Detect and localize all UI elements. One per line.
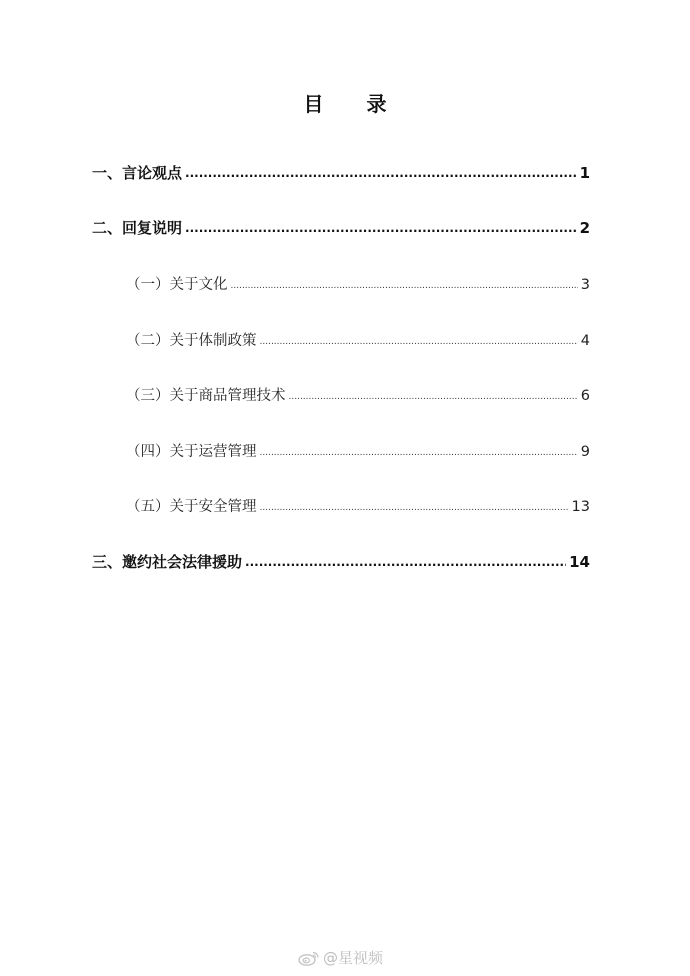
toc-entry-label: 二、回复说明 <box>92 219 183 237</box>
toc-entry-page: 1 <box>579 164 590 182</box>
toc-leader-dots <box>260 337 578 347</box>
toc-entry-label: （一）关于文化 <box>126 277 228 293</box>
toc-entry-page: 9 <box>580 444 590 460</box>
watermark <box>298 947 383 968</box>
toc-entry-label: （三）关于商品管理技术 <box>126 388 286 404</box>
toc-leader-dots <box>245 555 566 569</box>
toc-leader-dots <box>260 448 578 458</box>
page-title: 目 录 <box>303 92 405 116</box>
toc-entry-label: 三、邀约社会法律援助 <box>92 553 243 571</box>
toc-entry-label: 一、言论观点 <box>92 164 183 182</box>
toc-entry[interactable] <box>126 384 590 405</box>
toc-entry[interactable] <box>126 495 590 516</box>
toc-entry-page: 13 <box>571 499 590 515</box>
toc-leader-dots <box>231 281 578 291</box>
toc-entry-label: （二）关于体制政策 <box>126 333 257 349</box>
toc-entry-page: 2 <box>579 219 590 237</box>
toc-entry-label: （五）关于安全管理 <box>126 499 257 515</box>
toc-entry-page: 3 <box>580 277 590 293</box>
toc-entry[interactable] <box>92 551 590 572</box>
toc-entry[interactable] <box>126 273 590 294</box>
toc-entry-page: 4 <box>580 333 590 349</box>
toc-entry[interactable] <box>92 217 590 238</box>
toc-entry-label: （四）关于运营管理 <box>126 444 257 460</box>
toc-leader-dots <box>260 503 569 513</box>
toc-leader-dots <box>289 392 578 402</box>
toc-entry-page: 6 <box>580 388 590 404</box>
toc-entry[interactable] <box>126 329 590 350</box>
toc-entry[interactable] <box>126 440 590 461</box>
toc-leader-dots <box>185 221 577 235</box>
weibo-logo-icon <box>298 950 320 966</box>
watermark-text: @星视频 <box>323 949 384 967</box>
toc-entry-page: 14 <box>569 553 590 571</box>
toc-entry[interactable] <box>92 162 590 183</box>
toc-leader-dots <box>185 166 577 180</box>
